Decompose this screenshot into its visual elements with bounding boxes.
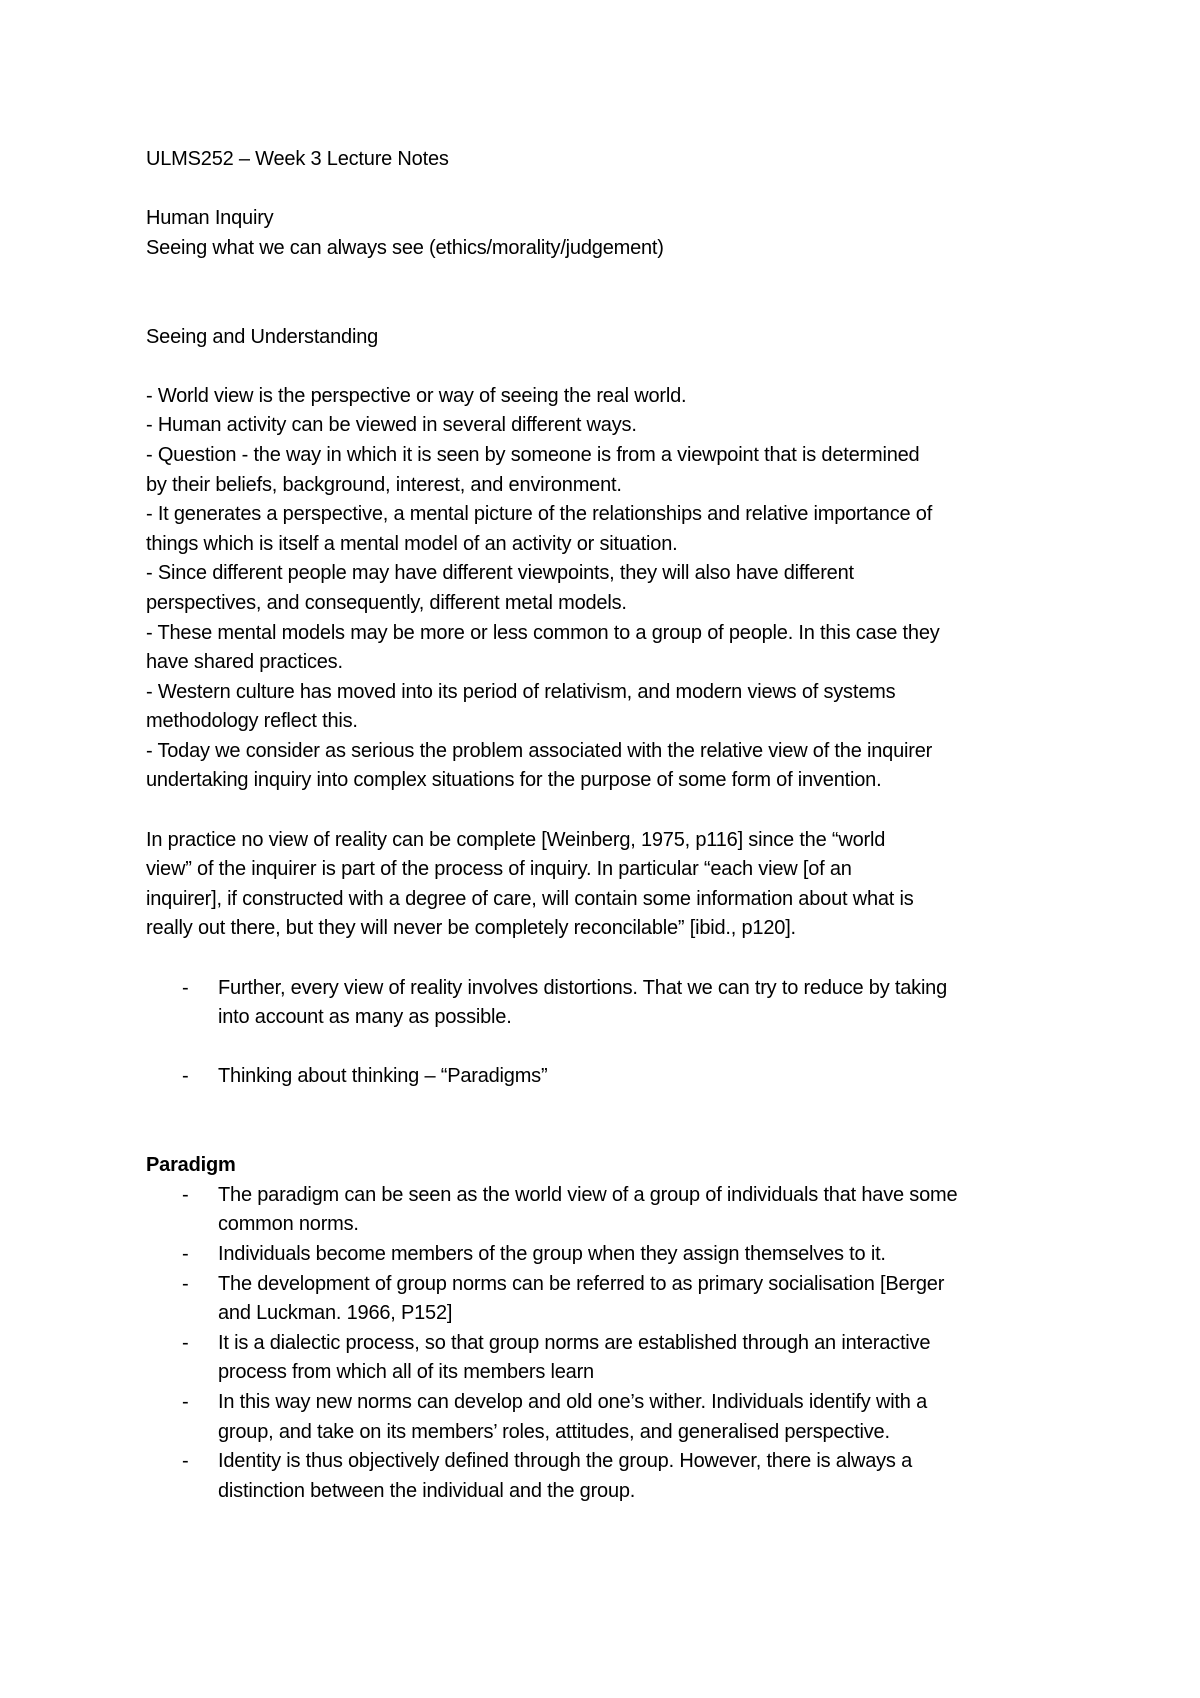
dash-bullet: - bbox=[182, 1272, 189, 1295]
dash-bullet: - bbox=[182, 1183, 189, 1206]
spacer bbox=[146, 352, 1076, 382]
text-line: The paradigm can be seen as the world view of a group of individuals that have some bbox=[218, 1183, 958, 1206]
text-line: - Today we consider as serious the problem associated with the relative view of the inquirer bbox=[146, 739, 933, 762]
text-line: really out there, but they will never be completely reconcilable” [ibid., p120]. bbox=[146, 917, 796, 940]
intro-heading: Human Inquiry bbox=[146, 207, 274, 230]
text-line: common norms. bbox=[218, 1213, 359, 1236]
text-line: Thinking about thinking – “Paradigms” bbox=[218, 1065, 548, 1088]
text-line: In this way new norms can develop and old one’s wither. Individuals identify with a bbox=[218, 1390, 927, 1413]
list-item bbox=[146, 1447, 1076, 1506]
text-line: things which is itself a mental model of an activity or situation. bbox=[146, 532, 678, 555]
text-line: - These mental models may be more or less common to a group of people. In this case they bbox=[146, 621, 940, 644]
list-item bbox=[146, 1270, 1076, 1329]
text-line: group, and take on its members’ roles, attitudes, and generalised perspective. bbox=[218, 1420, 890, 1443]
paragraph-weinberg bbox=[146, 826, 1076, 944]
list-item bbox=[146, 1062, 1076, 1092]
document-body bbox=[146, 145, 1076, 1506]
text-line: - It generates a perspective, a mental picture of the relationships and relative importance of bbox=[146, 503, 933, 526]
text-line: inquirer], if constructed with a degree of care, will contain some information about what is bbox=[146, 887, 914, 910]
dash-bullet: - bbox=[182, 1390, 189, 1413]
spacer bbox=[146, 1033, 1076, 1063]
dash-bullet: - bbox=[182, 1242, 189, 1265]
list-item bbox=[146, 974, 1076, 1033]
spacer bbox=[146, 944, 1076, 974]
section-heading-seeing-understanding: Seeing and Understanding bbox=[146, 325, 379, 348]
list-item bbox=[146, 1329, 1076, 1388]
text-line: by their beliefs, background, interest, and environment. bbox=[146, 473, 622, 496]
text-line: view” of the inquirer is part of the process of inquiry. In particular “each view [of an bbox=[146, 858, 852, 881]
dash-bullet: - bbox=[182, 1450, 189, 1473]
paradigm-bullet-list bbox=[146, 1181, 1076, 1507]
spacer bbox=[146, 1122, 1076, 1152]
spacer bbox=[146, 796, 1076, 826]
section1-lines bbox=[146, 382, 1076, 796]
text-line: - Question - the way in which it is seen by someone is from a viewpoint that is determined bbox=[146, 443, 920, 466]
text-line: perspectives, and consequently, different metal models. bbox=[146, 591, 627, 614]
dash-bullet: - bbox=[182, 1065, 189, 1088]
text-line: undertaking inquiry into complex situations for the purpose of some form of invention. bbox=[146, 769, 882, 792]
text-line: have shared practices. bbox=[146, 651, 343, 674]
text-line: into account as many as possible. bbox=[218, 1006, 512, 1029]
text-line: - Human activity can be viewed in several different ways. bbox=[146, 414, 637, 437]
text-line: and Luckman. 1966, P152] bbox=[218, 1302, 453, 1325]
text-line: Identity is thus objectively defined through the group. However, there is always a bbox=[218, 1450, 913, 1473]
text-line: distinction between the individual and the group. bbox=[218, 1479, 636, 1502]
section-heading-paradigm: Paradigm bbox=[146, 1154, 236, 1177]
text-line: process from which all of its members learn bbox=[218, 1361, 594, 1384]
section1-bullet-list bbox=[146, 974, 1076, 1092]
text-line: Further, every view of reality involves distortions. That we can try to reduce by taking bbox=[218, 976, 948, 999]
text-line: The development of group norms can be referred to as primary socialisation [Berger bbox=[218, 1272, 945, 1295]
list-item bbox=[146, 1388, 1076, 1447]
text-line: methodology reflect this. bbox=[146, 710, 358, 733]
dash-bullet: - bbox=[182, 976, 189, 999]
text-line: Individuals become members of the group when they assign themselves to it. bbox=[218, 1242, 886, 1265]
text-line: In practice no view of reality can be complete [Weinberg, 1975, p116] since the “world bbox=[146, 828, 886, 851]
dash-bullet: - bbox=[182, 1331, 189, 1354]
text-line: - World view is the perspective or way of seeing the real world. bbox=[146, 384, 687, 407]
text-line: - Western culture has moved into its period of relativism, and modern views of systems bbox=[146, 680, 896, 703]
spacer bbox=[146, 293, 1076, 323]
text-line: It is a dialectic process, so that group norms are established through an interactive bbox=[218, 1331, 931, 1354]
document-title: ULMS252 – Week 3 Lecture Notes bbox=[146, 148, 449, 170]
list-item bbox=[146, 1181, 1076, 1240]
intro-subtitle: Seeing what we can always see (ethics/morality/judgement) bbox=[146, 236, 664, 259]
spacer bbox=[146, 263, 1076, 293]
text-line: - Since different people may have different viewpoints, they will also have different bbox=[146, 562, 854, 585]
spacer bbox=[146, 1092, 1076, 1122]
spacer bbox=[146, 175, 1076, 205]
list-item bbox=[146, 1240, 1076, 1270]
